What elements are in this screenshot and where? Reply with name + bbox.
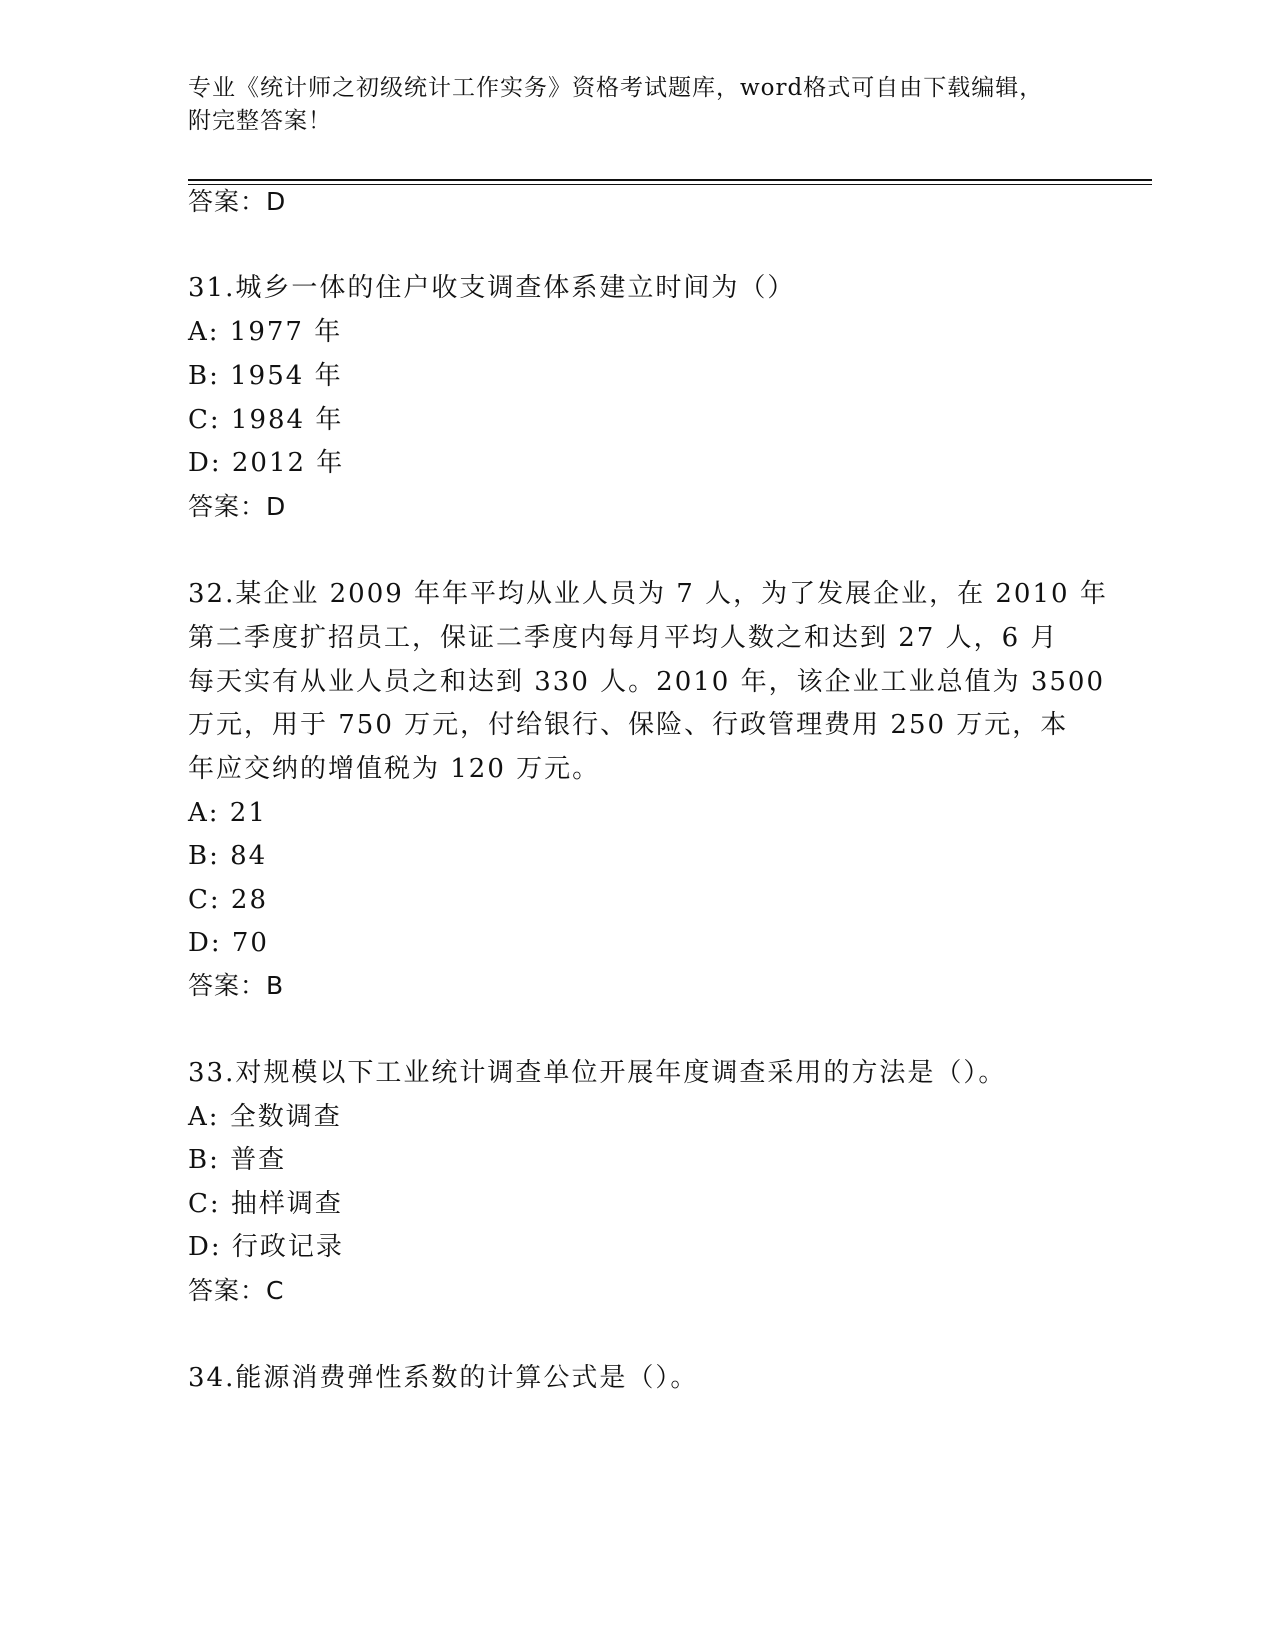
question-31-option-a: A: 1977 年 <box>188 317 343 347</box>
question-32-stem-line-1: 32.某企业 2009 年年平均从业人员为 7 人，为了发展企业，在 2010 年 <box>188 579 1108 609</box>
header-line-2: 附完整答案！ <box>188 108 332 134</box>
document-header <box>188 72 1088 138</box>
question-33-answer: 答案：C <box>188 1276 285 1305</box>
question-31-stem: 31.城乡一体的住户收支调查体系建立时间为（） <box>188 273 796 303</box>
question-32-option-b: B: 84 <box>188 841 268 871</box>
question-31-option-b: B: 1954 年 <box>188 361 343 391</box>
question-32-option-a: A: 21 <box>188 798 267 828</box>
question-32-stem-line-5: 年应交纳的增值税为 120 万元。 <box>188 754 601 784</box>
question-31-answer: 答案：D <box>188 492 287 521</box>
question-33-option-a: A: 全数调查 <box>188 1102 342 1132</box>
question-33-option-c: C: 抽样调查 <box>188 1189 343 1219</box>
question-34-stem: 34.能源消费弹性系数的计算公式是（）。 <box>188 1363 699 1393</box>
question-31-option-d: D: 2012 年 <box>188 448 345 478</box>
question-33-option-b: B: 普查 <box>188 1145 287 1175</box>
question-31-option-c: C: 1984 年 <box>188 405 344 435</box>
question-32-option-c: C: 28 <box>188 885 269 915</box>
question-32-option-d: D: 70 <box>188 928 269 958</box>
header-divider-thin <box>188 184 1152 185</box>
question-33-option-d: D: 行政记录 <box>188 1232 344 1262</box>
question-32-stem-line-4: 万元，用于 750 万元，付给银行、保险、行政管理费用 250 万元，本 <box>188 710 1069 740</box>
question-33-stem: 33.对规模以下工业统计调查单位开展年度调查采用的方法是（）。 <box>188 1058 1007 1088</box>
question-32-stem-line-3: 每天实有从业人员之和达到 330 人。2010 年，该企业工业总值为 3500 <box>188 667 1106 697</box>
question-32-answer: 答案：B <box>188 971 285 1000</box>
answer-30: 答案：D <box>188 187 287 216</box>
header-divider-thick <box>188 179 1152 181</box>
question-32-stem-line-2: 第二季度扩招员工，保证二季度内每月平均人数之和达到 27 人，6 月 <box>188 623 1059 653</box>
header-line-1: 专业《统计师之初级统计工作实务》资格考试题库，word格式可自由下载编辑， <box>188 75 1044 101</box>
